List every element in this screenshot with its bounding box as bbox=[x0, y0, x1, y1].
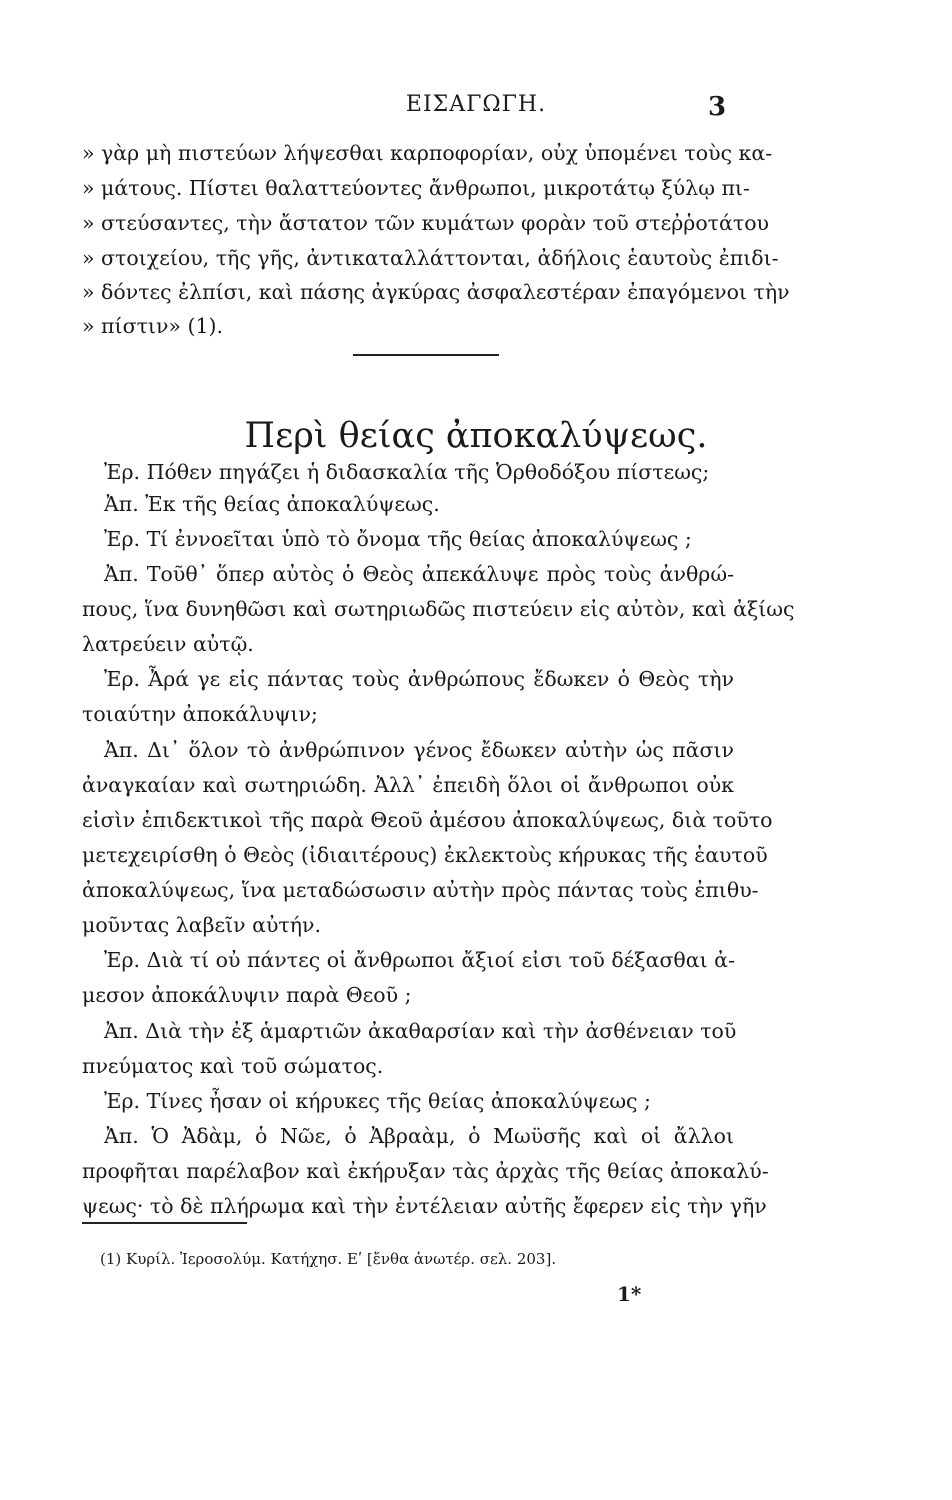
body-line: λατρεύειν αὐτῷ. bbox=[82, 632, 254, 656]
intro-line: » στεύσαντες, τὴν ἄστατον τῶν κυμάτων φορὰν τοῦ στεῤῥοτάτου bbox=[82, 211, 770, 235]
intro-line: » δόντες ἐλπίσι, καὶ πάσης ἀγκύρας ἀσφαλεστέραν ἐπαγόμενοι τὴν bbox=[82, 280, 790, 304]
body-line: μεσον ἀποκάλυψιν παρὰ Θεοῦ ; bbox=[82, 983, 412, 1007]
signature-mark: 1* bbox=[617, 1282, 642, 1306]
body-line: Ἀπ. Δι᾽ ὅλον τὸ ἀνθρώπινον γένος ἔδωκεν αὐτὴν ὡς πᾶσιν bbox=[104, 738, 734, 762]
body-line: τοιαύτην ἀποκάλυψιν; bbox=[82, 702, 318, 726]
body-line: μοῦντας λαβεῖν αὐτήν. bbox=[82, 913, 322, 937]
intro-line: » γὰρ μὴ πιστεύων λήψεσθαι καρποφορίαν, οὐχ ὑπομένει τοὺς κα- bbox=[82, 141, 773, 165]
body-line: προφῆται παρέλαβον καὶ ἐκήρυξαν τὰς ἀρχὰς τῆς θείας ἀποκαλύ- bbox=[82, 1159, 769, 1183]
footnote-divider bbox=[82, 1222, 247, 1224]
footnote: (1) Κυρίλ. Ἱεροσολύμ. Κατήχησ. Εʹ [ἔνθα ἀνωτέρ. σελ. 203]. bbox=[100, 1250, 557, 1268]
intro-line: » μάτους. Πίστει θαλαττεύοντες ἄνθρωποι, μικροτάτῳ ξύλῳ πι- bbox=[82, 176, 750, 200]
body-line: Ἐρ. Ἆρά γε εἰς πάντας τοὺς ἀνθρώπους ἔδωκεν ὁ Θεὸς τὴν bbox=[104, 667, 734, 691]
body-line: ἀποκαλύψεως, ἵνα μεταδώσωσιν αὐτὴν πρὸς πάντας τοὺς ἐπιθυ- bbox=[82, 878, 759, 902]
body-line: Ἀπ. Διὰ τὴν ἐξ ἁμαρτιῶν ἀκαθαρσίαν καὶ τὴν ἀσθένειαν τοῦ bbox=[104, 1019, 737, 1043]
body-line: Ἀπ. Ἐκ τῆς θείας ἀποκαλύψεως. bbox=[104, 492, 440, 516]
page-number: 3 bbox=[708, 92, 727, 122]
section-title: Περὶ θείας ἀποκαλύψεως. bbox=[244, 416, 708, 456]
body-line: πους, ἵνα δυνηθῶσι καὶ σωτηριωδῶς πιστεύειν εἰς αὐτὸν, καὶ ἀξίως bbox=[82, 597, 795, 621]
body-line: Ἐρ. Διὰ τί οὐ πάντες οἱ ἄνθρωποι ἄξιοί εἰσι τοῦ δέξασθαι ἀ- bbox=[104, 948, 735, 972]
body-line: ψεως· τὸ δὲ πλήρωμα καὶ τὴν ἐντέλειαν αὐτῆς ἔφερεν εἰς τὴν γῆν bbox=[82, 1194, 767, 1218]
section-divider bbox=[353, 354, 499, 356]
body-line: μετεχειρίσθη ὁ Θεὸς (ἰδιαιτέρους) ἐκλεκτοὺς κήρυκας τῆς ἑαυτοῦ bbox=[82, 843, 768, 867]
body-line: Ἀπ. Ὁ Ἀδὰμ, ὁ Νῶε, ὁ Ἀβραὰμ, ὁ Μωϋσῆς καὶ οἱ ἄλλοι bbox=[104, 1124, 734, 1148]
body-line: ἀναγκαίαν καὶ σωτηριώδη. Ἀλλ᾽ ἐπειδὴ ὅλοι οἱ ἄνθρωποι οὐκ bbox=[82, 773, 734, 797]
body-line: Ἐρ. Τίνες ἦσαν οἱ κήρυκες τῆς θείας ἀποκαλύψεως ; bbox=[104, 1089, 651, 1113]
intro-line: » πίστιν» (1). bbox=[82, 314, 224, 338]
intro-line: » στοιχείου, τῆς γῆς, ἀντικαταλλάττονται, ἀδήλοις ἑαυτοὺς ἐπιδι- bbox=[82, 246, 779, 270]
body-line: πνεύματος καὶ τοῦ σώματος. bbox=[82, 1054, 384, 1078]
body-line: Ἀπ. Τοῦθ᾽ ὅπερ αὐτὸς ὁ Θεὸς ἀπεκάλυψε πρὸς τοὺς ἀνθρώ- bbox=[104, 562, 734, 586]
body-line: εἰσὶν ἐπιδεκτικοὶ τῆς παρὰ Θεοῦ ἀμέσου ἀποκαλύψεως, διὰ τοῦτο bbox=[82, 808, 773, 832]
body-line: Ἐρ. Πόθεν πηγάζει ἡ διδασκαλία τῆς Ὀρθοδόξου πίστεως; bbox=[104, 460, 710, 484]
body-line: Ἐρ. Τί ἐννοεῖται ὑπὸ τὸ ὄνομα τῆς θείας ἀποκαλύψεως ; bbox=[104, 527, 692, 551]
running-header: ΕΙΣΑΓΩΓΗ. bbox=[405, 92, 547, 117]
